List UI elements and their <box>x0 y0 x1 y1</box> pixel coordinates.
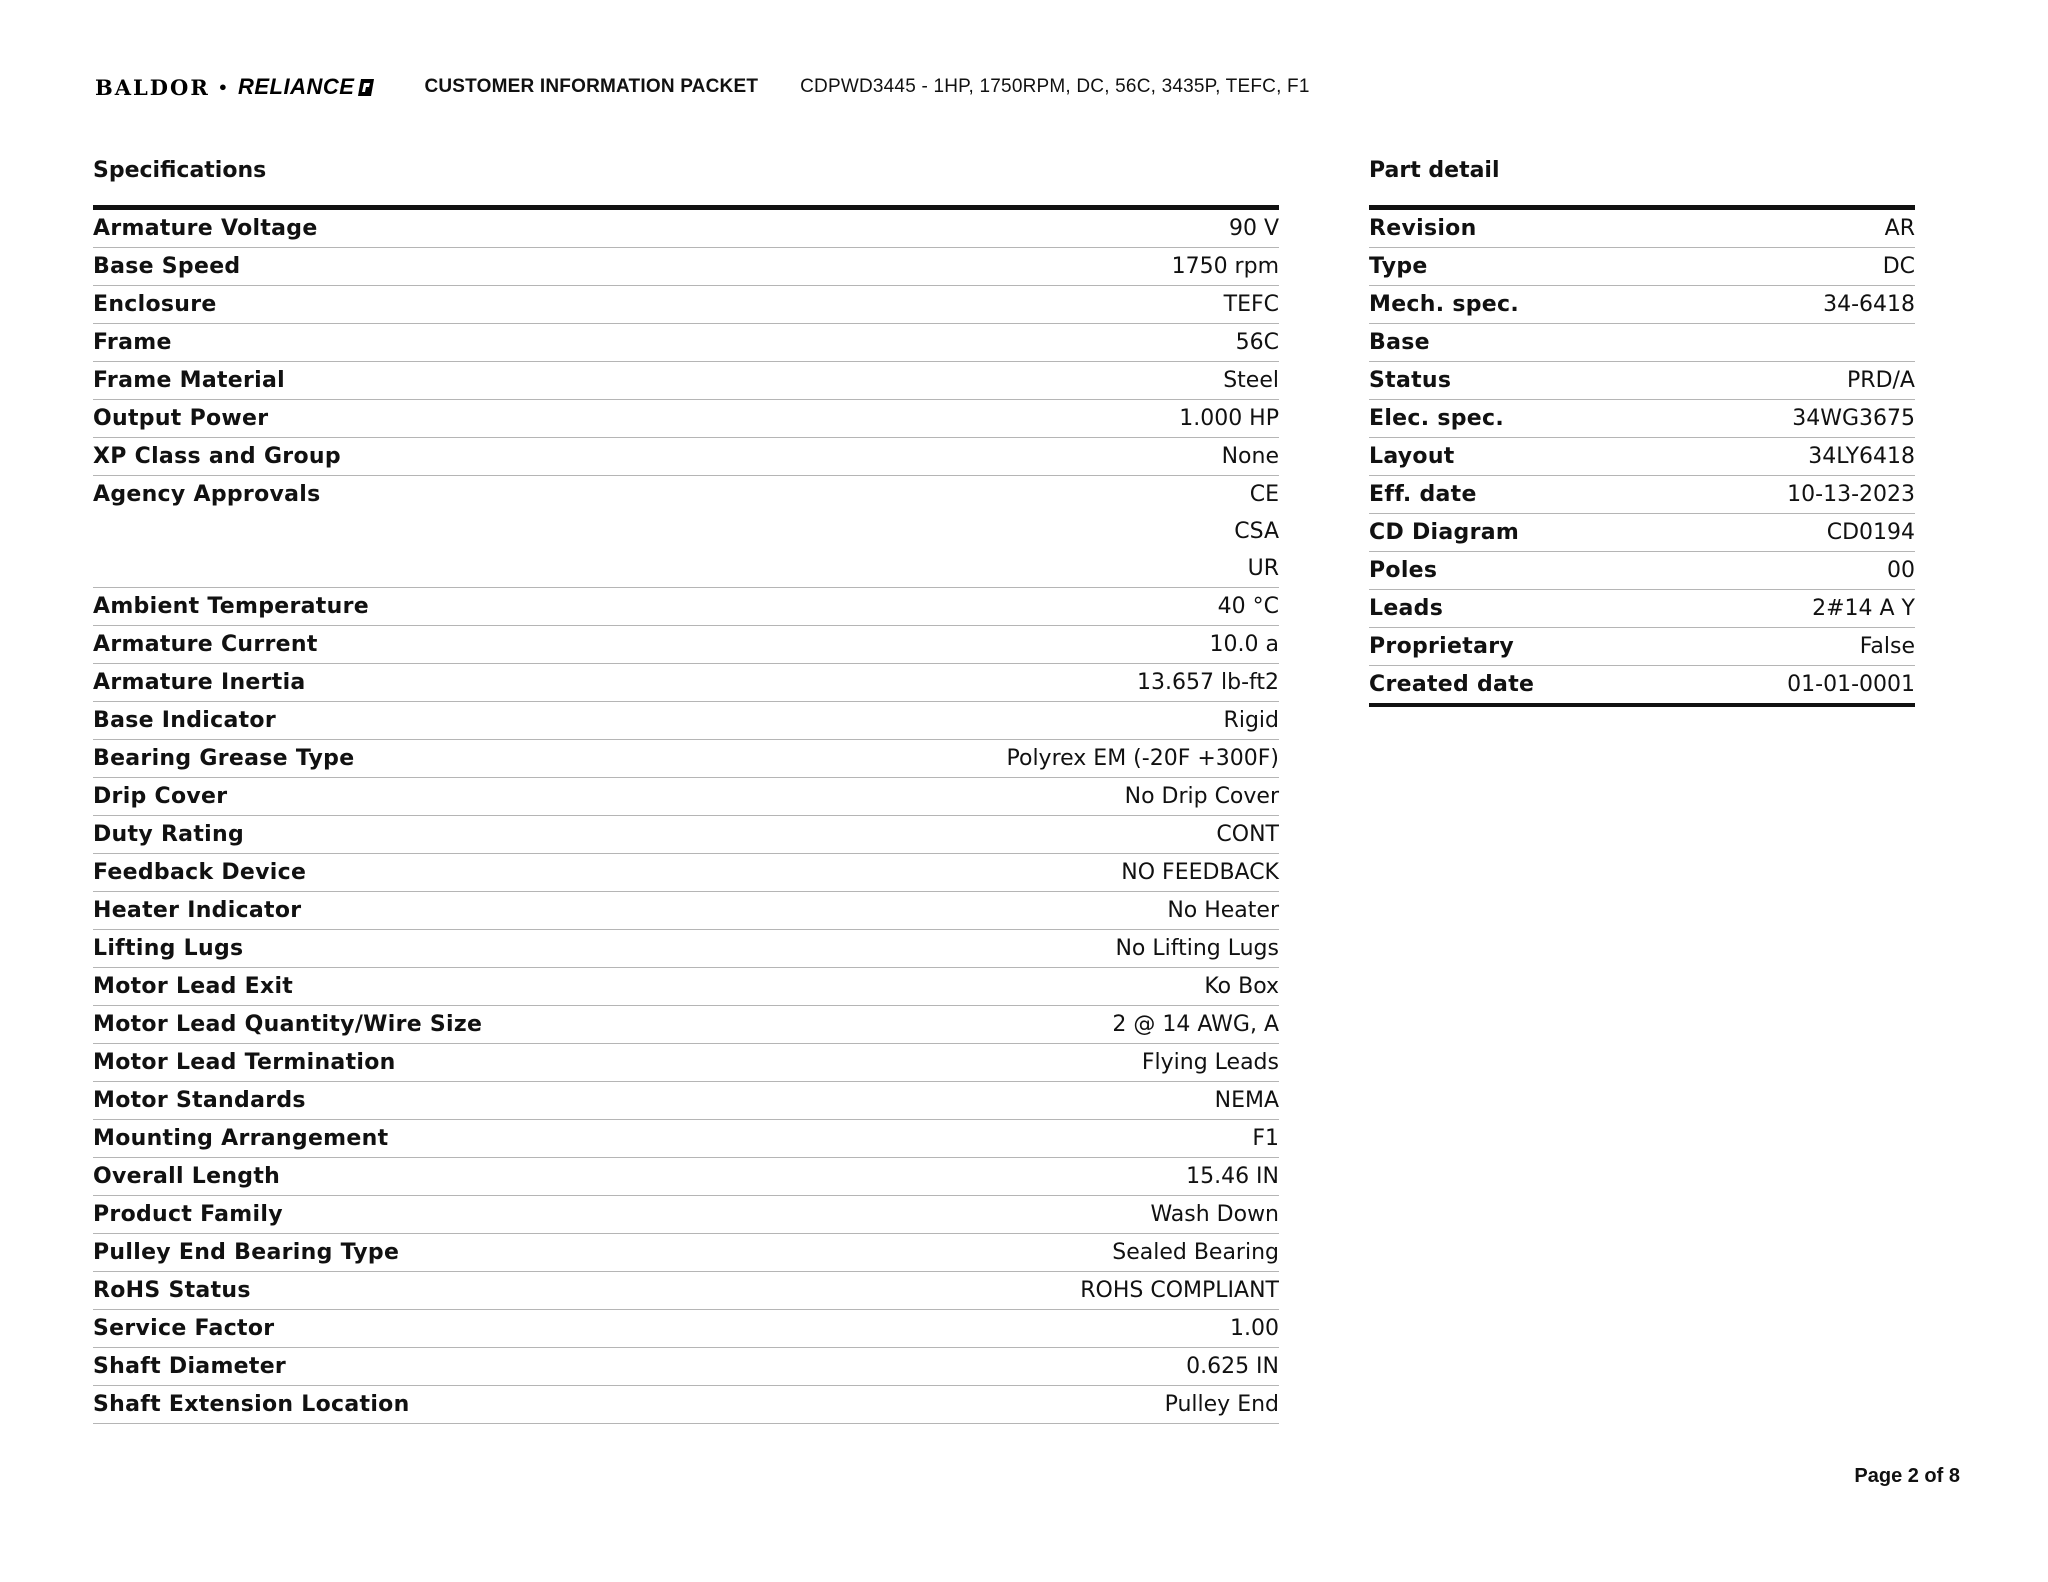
spec-row <box>93 1386 1279 1424</box>
spec-value-cell <box>693 930 1279 968</box>
spec-value: F1 <box>1252 1126 1279 1151</box>
part-value <box>1649 324 1915 362</box>
spec-label: XP Class and Group <box>93 444 341 469</box>
spec-value: NEMA <box>1214 1088 1279 1113</box>
spec-value: No Heater <box>1167 898 1279 923</box>
spec-label: Motor Lead Termination <box>93 1050 396 1075</box>
part-value: CD0194 <box>1826 520 1915 545</box>
spec-value-cell <box>693 1120 1279 1158</box>
part-row <box>1369 286 1915 324</box>
logo-text-baldor: BALDOR <box>95 74 210 100</box>
spec-value: None <box>1221 444 1279 469</box>
spec-value: 13.657 lb-ft2 <box>1137 670 1279 695</box>
spec-value: Ko Box <box>1204 974 1279 999</box>
part-label: CD Diagram <box>1369 520 1520 545</box>
spec-row <box>93 816 1279 854</box>
spec-value: CE <box>1249 482 1279 507</box>
page-header <box>95 72 1310 102</box>
spec-value-cell <box>693 362 1279 400</box>
spec-value-cell <box>693 286 1279 324</box>
spec-value: 10.0 a <box>1209 632 1279 657</box>
spec-value-cell <box>693 626 1279 664</box>
spec-value-cell <box>693 1234 1279 1272</box>
spec-label: Mounting Arrangement <box>93 1126 389 1151</box>
part-label: Type <box>1369 254 1428 279</box>
baldor-reliance-logo <box>95 74 374 100</box>
part-label: Elec. spec. <box>1369 406 1505 431</box>
spec-row <box>93 438 1279 476</box>
spec-value: 1.00 <box>1230 1316 1279 1341</box>
spec-label: RoHS Status <box>93 1278 251 1303</box>
spec-label: Product Family <box>93 1202 283 1227</box>
spec-value: 0.625 IN <box>1186 1354 1279 1379</box>
spec-value: ROHS COMPLIANT <box>1080 1278 1279 1303</box>
part-detail-title: Part detail <box>1369 158 1500 183</box>
part-label: Mech. spec. <box>1369 292 1519 317</box>
document-title: CUSTOMER INFORMATION PACKET <box>424 76 759 97</box>
spec-label: Lifting Lugs <box>93 936 244 961</box>
spec-label: Enclosure <box>93 292 217 317</box>
part-row <box>1369 628 1915 666</box>
spec-row <box>93 1006 1279 1044</box>
document-subtitle: CDPWD3445 - 1HP, 1750RPM, DC, 56C, 3435P, TEFC, F1 <box>800 76 1310 97</box>
spec-value: Steel <box>1223 368 1279 393</box>
logo-text-reliance: RELIANCE <box>238 74 355 99</box>
spec-value-cell <box>693 476 1279 588</box>
spec-row <box>93 1158 1279 1196</box>
spec-label: Base Indicator <box>93 708 276 733</box>
spec-value-cell <box>693 588 1279 626</box>
part-value: PRD/A <box>1847 368 1915 393</box>
spec-row <box>93 664 1279 702</box>
part-label: Leads <box>1369 596 1444 621</box>
part-row <box>1369 590 1915 628</box>
part-value: 01-01-0001 <box>1787 672 1915 697</box>
spec-label: Frame <box>93 330 172 355</box>
spec-label: Frame Material <box>93 368 285 393</box>
spec-row <box>93 702 1279 740</box>
spec-value: Pulley End <box>1164 1392 1279 1417</box>
spec-label: Output Power <box>93 406 269 431</box>
part-label: Revision <box>1369 216 1477 241</box>
spec-row <box>93 1196 1279 1234</box>
spec-label: Motor Lead Exit <box>93 974 294 999</box>
part-row <box>1369 514 1915 552</box>
spec-value-cell <box>693 208 1279 248</box>
spec-row <box>93 1272 1279 1310</box>
part-label: Created date <box>1369 672 1535 697</box>
part-label: Proprietary <box>1369 634 1515 659</box>
part-row <box>1369 400 1915 438</box>
part-value: 34WG3675 <box>1792 406 1915 431</box>
spec-value: 15.46 IN <box>1186 1164 1279 1189</box>
spec-row <box>93 362 1279 400</box>
part-label: Status <box>1369 368 1452 393</box>
spec-label: Overall Length <box>93 1164 281 1189</box>
spec-row <box>93 324 1279 362</box>
spec-row <box>93 248 1279 286</box>
spec-label: Shaft Extension Location <box>93 1392 410 1417</box>
spec-value-cell <box>693 1310 1279 1348</box>
part-value: DC <box>1882 254 1915 279</box>
spec-label: Heater Indicator <box>93 898 302 923</box>
spec-row <box>93 968 1279 1006</box>
spec-row <box>93 1044 1279 1082</box>
spec-value-cell <box>693 816 1279 854</box>
spec-value: No Lifting Lugs <box>1115 936 1279 961</box>
part-row <box>1369 438 1915 476</box>
spec-label: Feedback Device <box>93 860 307 885</box>
part-row <box>1369 666 1915 706</box>
part-value: 10-13-2023 <box>1787 482 1915 507</box>
specifications-table <box>93 205 1279 1424</box>
spec-label: Armature Inertia <box>93 670 306 695</box>
reliance-mark-icon <box>358 79 374 96</box>
spec-value-cell <box>693 854 1279 892</box>
page-number: Page 2 of 8 <box>1854 1465 1960 1487</box>
spec-row <box>93 476 1279 588</box>
spec-row <box>93 1310 1279 1348</box>
spec-row <box>93 1120 1279 1158</box>
spec-label: Duty Rating <box>93 822 244 847</box>
spec-label: Ambient Temperature <box>93 594 369 619</box>
part-label: Eff. date <box>1369 482 1477 507</box>
spec-value-cell <box>693 248 1279 286</box>
spec-value: 40 °C <box>1217 594 1279 619</box>
spec-value-cell <box>693 968 1279 1006</box>
spec-value-cell <box>693 438 1279 476</box>
spec-value: 1.000 HP <box>1179 406 1279 431</box>
spec-value: 1750 rpm <box>1171 254 1279 279</box>
spec-value-cell <box>693 664 1279 702</box>
spec-label: Service Factor <box>93 1316 275 1341</box>
spec-row <box>93 892 1279 930</box>
spec-label: Shaft Diameter <box>93 1354 287 1379</box>
part-value: 00 <box>1887 558 1915 583</box>
part-value: False <box>1859 634 1915 659</box>
spec-value: NO FEEDBACK <box>1121 860 1279 885</box>
spec-value-cell <box>693 702 1279 740</box>
spec-value-cell <box>693 400 1279 438</box>
spec-label: Drip Cover <box>93 784 228 809</box>
spec-row <box>93 286 1279 324</box>
spec-label: Pulley End Bearing Type <box>93 1240 400 1265</box>
spec-value: Polyrex EM (-20F +300F) <box>1006 746 1279 771</box>
spec-value: TEFC <box>1223 292 1279 317</box>
spec-value-cell <box>693 1386 1279 1424</box>
spec-value: Wash Down <box>1150 1202 1279 1227</box>
spec-row <box>93 1348 1279 1386</box>
part-value: AR <box>1884 216 1915 241</box>
spec-row <box>93 930 1279 968</box>
part-value: 34-6418 <box>1823 292 1915 317</box>
spec-row <box>93 778 1279 816</box>
part-row <box>1369 324 1915 362</box>
part-detail-table <box>1369 205 1915 707</box>
spec-value: No Drip Cover <box>1124 784 1279 809</box>
spec-label: Agency Approvals <box>93 482 321 507</box>
spec-value: 2 @ 14 AWG, A <box>1112 1012 1279 1037</box>
spec-label: Motor Standards <box>93 1088 306 1113</box>
spec-value-cell <box>693 1082 1279 1120</box>
spec-row <box>93 626 1279 664</box>
spec-value-cell <box>693 324 1279 362</box>
spec-row <box>93 208 1279 248</box>
part-row <box>1369 362 1915 400</box>
spec-value-cell <box>693 1272 1279 1310</box>
spec-value-cell <box>693 740 1279 778</box>
spec-label: Armature Current <box>93 632 318 657</box>
spec-row <box>93 740 1279 778</box>
spec-value: Rigid <box>1223 708 1279 733</box>
spec-label: Base Speed <box>93 254 241 279</box>
part-label: Base <box>1369 330 1430 355</box>
spec-value: 90 V <box>1228 216 1279 241</box>
spec-row <box>93 400 1279 438</box>
part-label: Layout <box>1369 444 1455 469</box>
part-value: 2#14 A Y <box>1812 596 1915 621</box>
part-row <box>1369 248 1915 286</box>
spec-value-cell <box>693 778 1279 816</box>
logo-separator: • <box>217 77 230 97</box>
spec-row <box>93 588 1279 626</box>
spec-value-cell <box>693 1158 1279 1196</box>
spec-row <box>93 854 1279 892</box>
part-label: Poles <box>1369 558 1438 583</box>
spec-value: CONT <box>1216 822 1279 847</box>
spec-row <box>93 1234 1279 1272</box>
spec-row <box>93 1082 1279 1120</box>
spec-value: CSA <box>1234 519 1279 544</box>
spec-value-cell <box>693 1006 1279 1044</box>
spec-value-cell <box>693 1044 1279 1082</box>
spec-value-cell <box>693 1348 1279 1386</box>
spec-value: Sealed Bearing <box>1112 1240 1279 1265</box>
spec-label: Motor Lead Quantity/Wire Size <box>93 1012 483 1037</box>
spec-value-cell <box>693 892 1279 930</box>
spec-label: Bearing Grease Type <box>93 746 355 771</box>
spec-value: Flying Leads <box>1141 1050 1279 1075</box>
spec-label: Armature Voltage <box>93 216 318 241</box>
spec-value-cell <box>693 1196 1279 1234</box>
spec-value: 56C <box>1235 330 1279 355</box>
specifications-title: Specifications <box>93 158 267 183</box>
part-row <box>1369 476 1915 514</box>
spec-value: UR <box>1247 556 1279 581</box>
part-value: 34LY6418 <box>1808 444 1915 469</box>
part-row <box>1369 208 1915 248</box>
part-row <box>1369 552 1915 590</box>
